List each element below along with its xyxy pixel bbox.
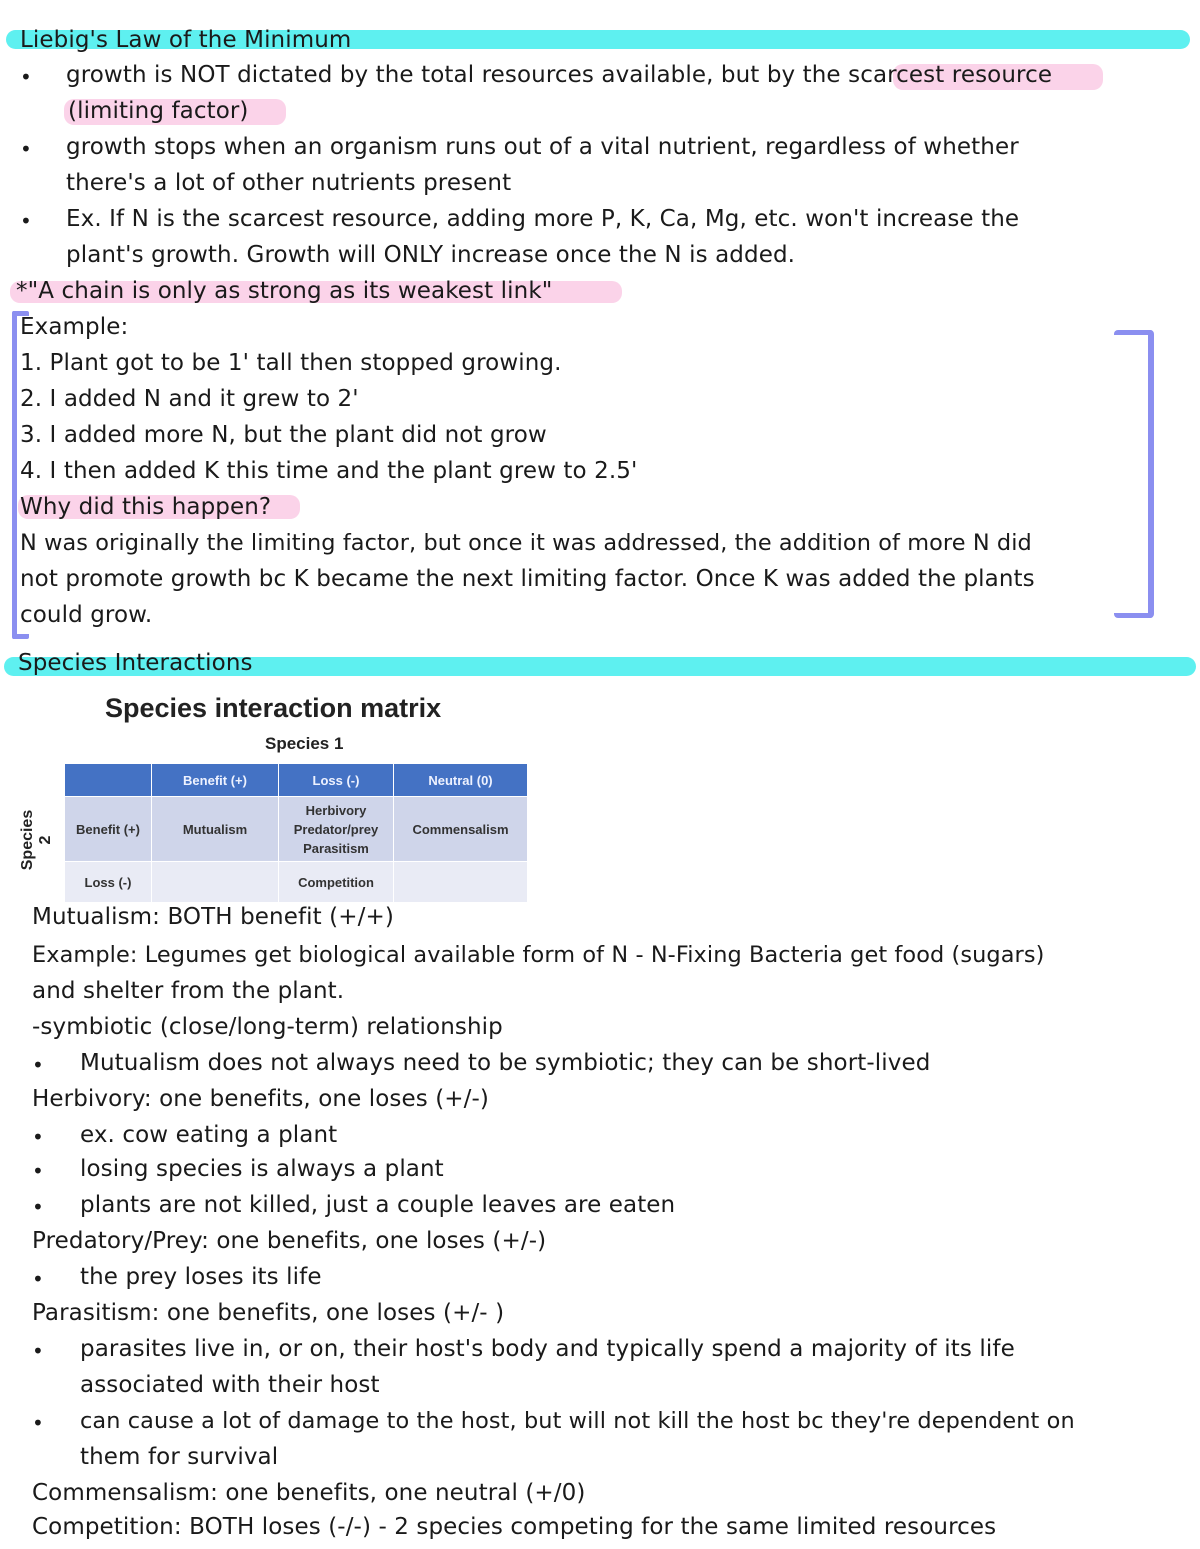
commensalism-def: Commensalism: one benefits, one neutral (+/0) xyxy=(32,1480,586,1506)
herbivory-def: Herbivory: one benefits, one loses (+/-) xyxy=(32,1086,489,1112)
bracket-right xyxy=(1114,330,1154,618)
mutualism-example-2: and shelter from the plant. xyxy=(32,978,345,1004)
example-step-1: 1. Plant got to be 1' tall then stopped growing. xyxy=(20,350,562,376)
species-interaction-table xyxy=(64,763,528,903)
example-step-4: 4. I then added K this time and the plant grew to 2.5' xyxy=(20,458,638,484)
mutualism-bullet-1: Mutualism does not always need to be symbiotic; they can be short-lived xyxy=(80,1050,931,1076)
matrix-header-neutral: Neutral (0) xyxy=(394,764,528,797)
example-answer-2: not promote growth bc K became the next limiting factor. Once K was added the plants xyxy=(20,566,1035,592)
parasitism-bullet-2-cont: them for survival xyxy=(80,1444,279,1470)
liebig-bullet-1-text: growth is NOT dictated by the total resources available, but by the xyxy=(66,62,849,88)
liebig-bullet-1-cont: (limiting factor) xyxy=(68,98,249,124)
predatory-def: Predatory/Prey: one benefits, one loses (+/-) xyxy=(32,1228,547,1254)
mutualism-def: Mutualism: BOTH benefit (+/+) xyxy=(32,904,394,930)
matrix-cell-commensalism: Commensalism xyxy=(394,797,528,862)
bullet-dot: • xyxy=(20,209,32,233)
bullet-dot: • xyxy=(20,137,32,161)
bullet-dot: • xyxy=(32,1339,44,1363)
matrix-cell-empty xyxy=(152,862,279,903)
heading-species: Species Interactions xyxy=(18,650,253,676)
bullet-dot: • xyxy=(32,1053,44,1077)
competition-def: Competition: BOTH loses (-/-) - 2 species competing for the same limited resources xyxy=(32,1514,997,1540)
parasitism-bullet-1: parasites live in, or on, their host's body and typically spend a majority of its life xyxy=(80,1336,1015,1362)
parasitism-def: Parasitism: one benefits, one loses (+/- ) xyxy=(32,1300,505,1326)
liebig-bullet-3-cont: plant's growth. Growth will ONLY increase once the N is added. xyxy=(66,242,796,268)
liebig-bullet-1 xyxy=(66,60,1052,90)
matrix-cell-herbivory: Herbivory xyxy=(305,802,367,818)
bullet-dot: • xyxy=(32,1159,44,1183)
liebig-scarcest-resource: scarcest resource xyxy=(848,62,1053,88)
parasitism-bullet-1-cont: associated with their host xyxy=(80,1372,380,1398)
matrix-cell-loss-benefit xyxy=(279,797,394,862)
species-1-label: Species 1 xyxy=(265,734,344,753)
liebig-bullet-2: growth stops when an organism runs out of a vital nutrient, regardless of whether xyxy=(66,134,1019,160)
herbivory-bullet-2: losing species is always a plant xyxy=(80,1156,444,1182)
example-label: Example: xyxy=(20,314,129,340)
bullet-dot: • xyxy=(32,1267,44,1291)
bullet-dot: • xyxy=(32,1195,44,1219)
matrix-cell-parasitism: Parasitism xyxy=(303,840,369,856)
liebig-bullet-3: Ex. If N is the scarcest resource, adding more P, K, Ca, Mg, etc. won't increase the xyxy=(66,206,1020,232)
example-answer-3: could grow. xyxy=(20,602,153,628)
bullet-dot: • xyxy=(20,65,32,89)
matrix-cell-competition: Competition xyxy=(279,862,394,903)
matrix-row-loss-label: Loss (-) xyxy=(65,862,152,903)
bullet-dot: • xyxy=(32,1125,44,1149)
liebig-bullet-2-cont: there's a lot of other nutrients present xyxy=(66,170,512,196)
herbivory-bullet-1: ex. cow eating a plant xyxy=(80,1122,338,1148)
example-step-2: 2. I added N and it grew to 2' xyxy=(20,386,359,412)
example-answer-1: N was originally the limiting factor, but once it was addressed, the addition of more N did xyxy=(20,530,1032,556)
matrix-row-benefit-label: Benefit (+) xyxy=(65,797,152,862)
chain-quote: *"A chain is only as strong as its weakest link" xyxy=(16,278,553,304)
predatory-bullet-1: the prey loses its life xyxy=(80,1264,322,1290)
mutualism-example-1: Example: Legumes get biological available form of N - N-Fixing Bacteria get food (sugars) xyxy=(32,942,1045,968)
example-question: Why did this happen? xyxy=(20,494,272,520)
bullet-dot: • xyxy=(32,1411,44,1435)
parasitism-bullet-2: can cause a lot of damage to the host, but will not kill the host bc they're dependent on xyxy=(80,1408,1075,1434)
example-step-3: 3. I added more N, but the plant did not grow xyxy=(20,422,547,448)
herbivory-bullet-3: plants are not killed, just a couple leaves are eaten xyxy=(80,1192,676,1218)
matrix-header-benefit: Benefit (+) xyxy=(152,764,279,797)
matrix-header-loss: Loss (-) xyxy=(279,764,394,797)
matrix-cell-mutualism: Mutualism xyxy=(152,797,279,862)
species-2-label: Species 2 xyxy=(19,809,54,871)
matrix-title: Species interaction matrix xyxy=(105,693,442,723)
matrix-cell-empty xyxy=(394,862,528,903)
matrix-header-corner xyxy=(65,764,152,797)
heading-liebig: Liebig's Law of the Minimum xyxy=(20,27,352,53)
mutualism-symbiotic: -symbiotic (close/long-term) relationship xyxy=(32,1014,503,1040)
matrix-cell-predator-prey: Predator/prey xyxy=(293,821,379,837)
